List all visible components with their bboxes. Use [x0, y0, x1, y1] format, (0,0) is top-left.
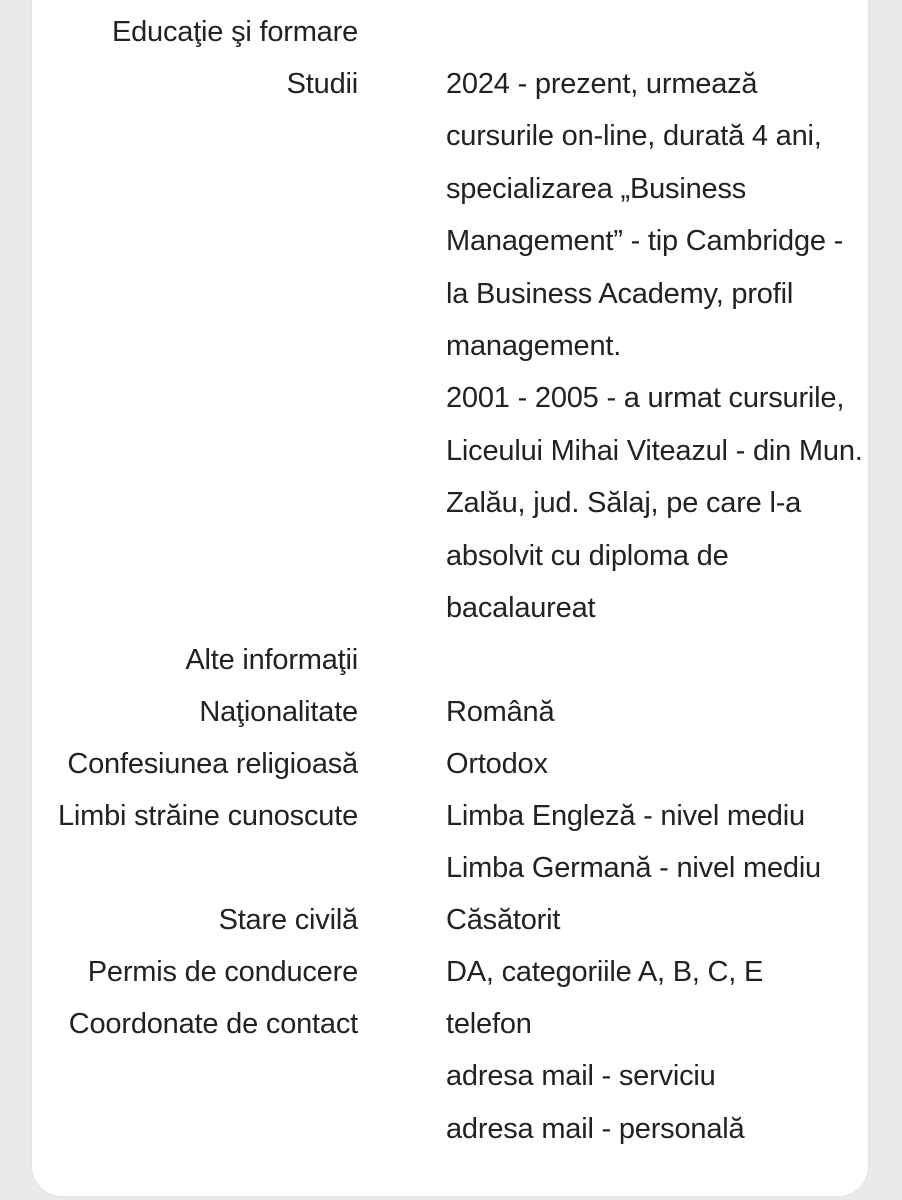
nationalitate-label: Naţionalitate: [199, 696, 358, 728]
studii-line: cursurile on-line, durată 4 ani,: [446, 120, 822, 153]
stare-civila-label: Stare civilă: [218, 904, 358, 936]
contact-item: telefon: [446, 1008, 532, 1040]
studii-line: bacalaureat: [446, 592, 596, 625]
limba-item: Limba Germană - nivel mediu: [446, 852, 821, 885]
studii-line: 2001 - 2005 - a urmat cursurile,: [446, 382, 845, 415]
permis-value: [446, 946, 902, 998]
limba-item: Limba Engleză - nivel mediu: [446, 800, 805, 832]
contact-item: adresa mail - serviciu: [446, 1060, 716, 1093]
studii-line: management.: [446, 330, 622, 363]
stare-civila-text: Căsătorit: [446, 904, 561, 936]
studii-line: absolvit cu diploma de: [446, 539, 729, 572]
studii-label: Studii: [286, 68, 358, 100]
section-title-education: Educaţie şi formare: [111, 16, 358, 48]
studii-line: specializarea „Business: [446, 172, 747, 205]
studii-line: Management” - tip Cambridge -: [446, 225, 844, 258]
limbi-label: Limbi străine cunoscute: [57, 800, 358, 832]
contact-label: Coordonate de contact: [68, 1008, 358, 1040]
permis-label: Permis de conducere: [87, 956, 358, 988]
nationalitate-value: [446, 686, 902, 738]
studii-line: Liceului Mihai Viteazul - din Mun.: [446, 434, 863, 467]
studii-value: [446, 58, 902, 634]
confesiune-value: [446, 738, 902, 790]
confesiune-text: Ortodox: [446, 748, 548, 780]
limbi-value: [446, 790, 902, 895]
stare-civila-value: [446, 894, 902, 946]
section-title-other: Alte informaţii: [185, 644, 358, 676]
contact-item: adresa mail - personală: [446, 1112, 745, 1145]
studii-line: Zalău, jud. Sălaj, pe care l-a: [446, 487, 802, 520]
studii-line: la Business Academy, profil: [446, 277, 794, 310]
contact-value: [446, 998, 902, 1155]
confesiune-label: Confesiunea religioasă: [67, 748, 358, 780]
permis-text: DA, categoriile A, B, C, E: [446, 956, 764, 988]
studii-line: 2024 - prezent, urmează: [446, 68, 758, 100]
cv-card: [32, 0, 868, 1196]
nationalitate-text: Română: [446, 696, 555, 728]
